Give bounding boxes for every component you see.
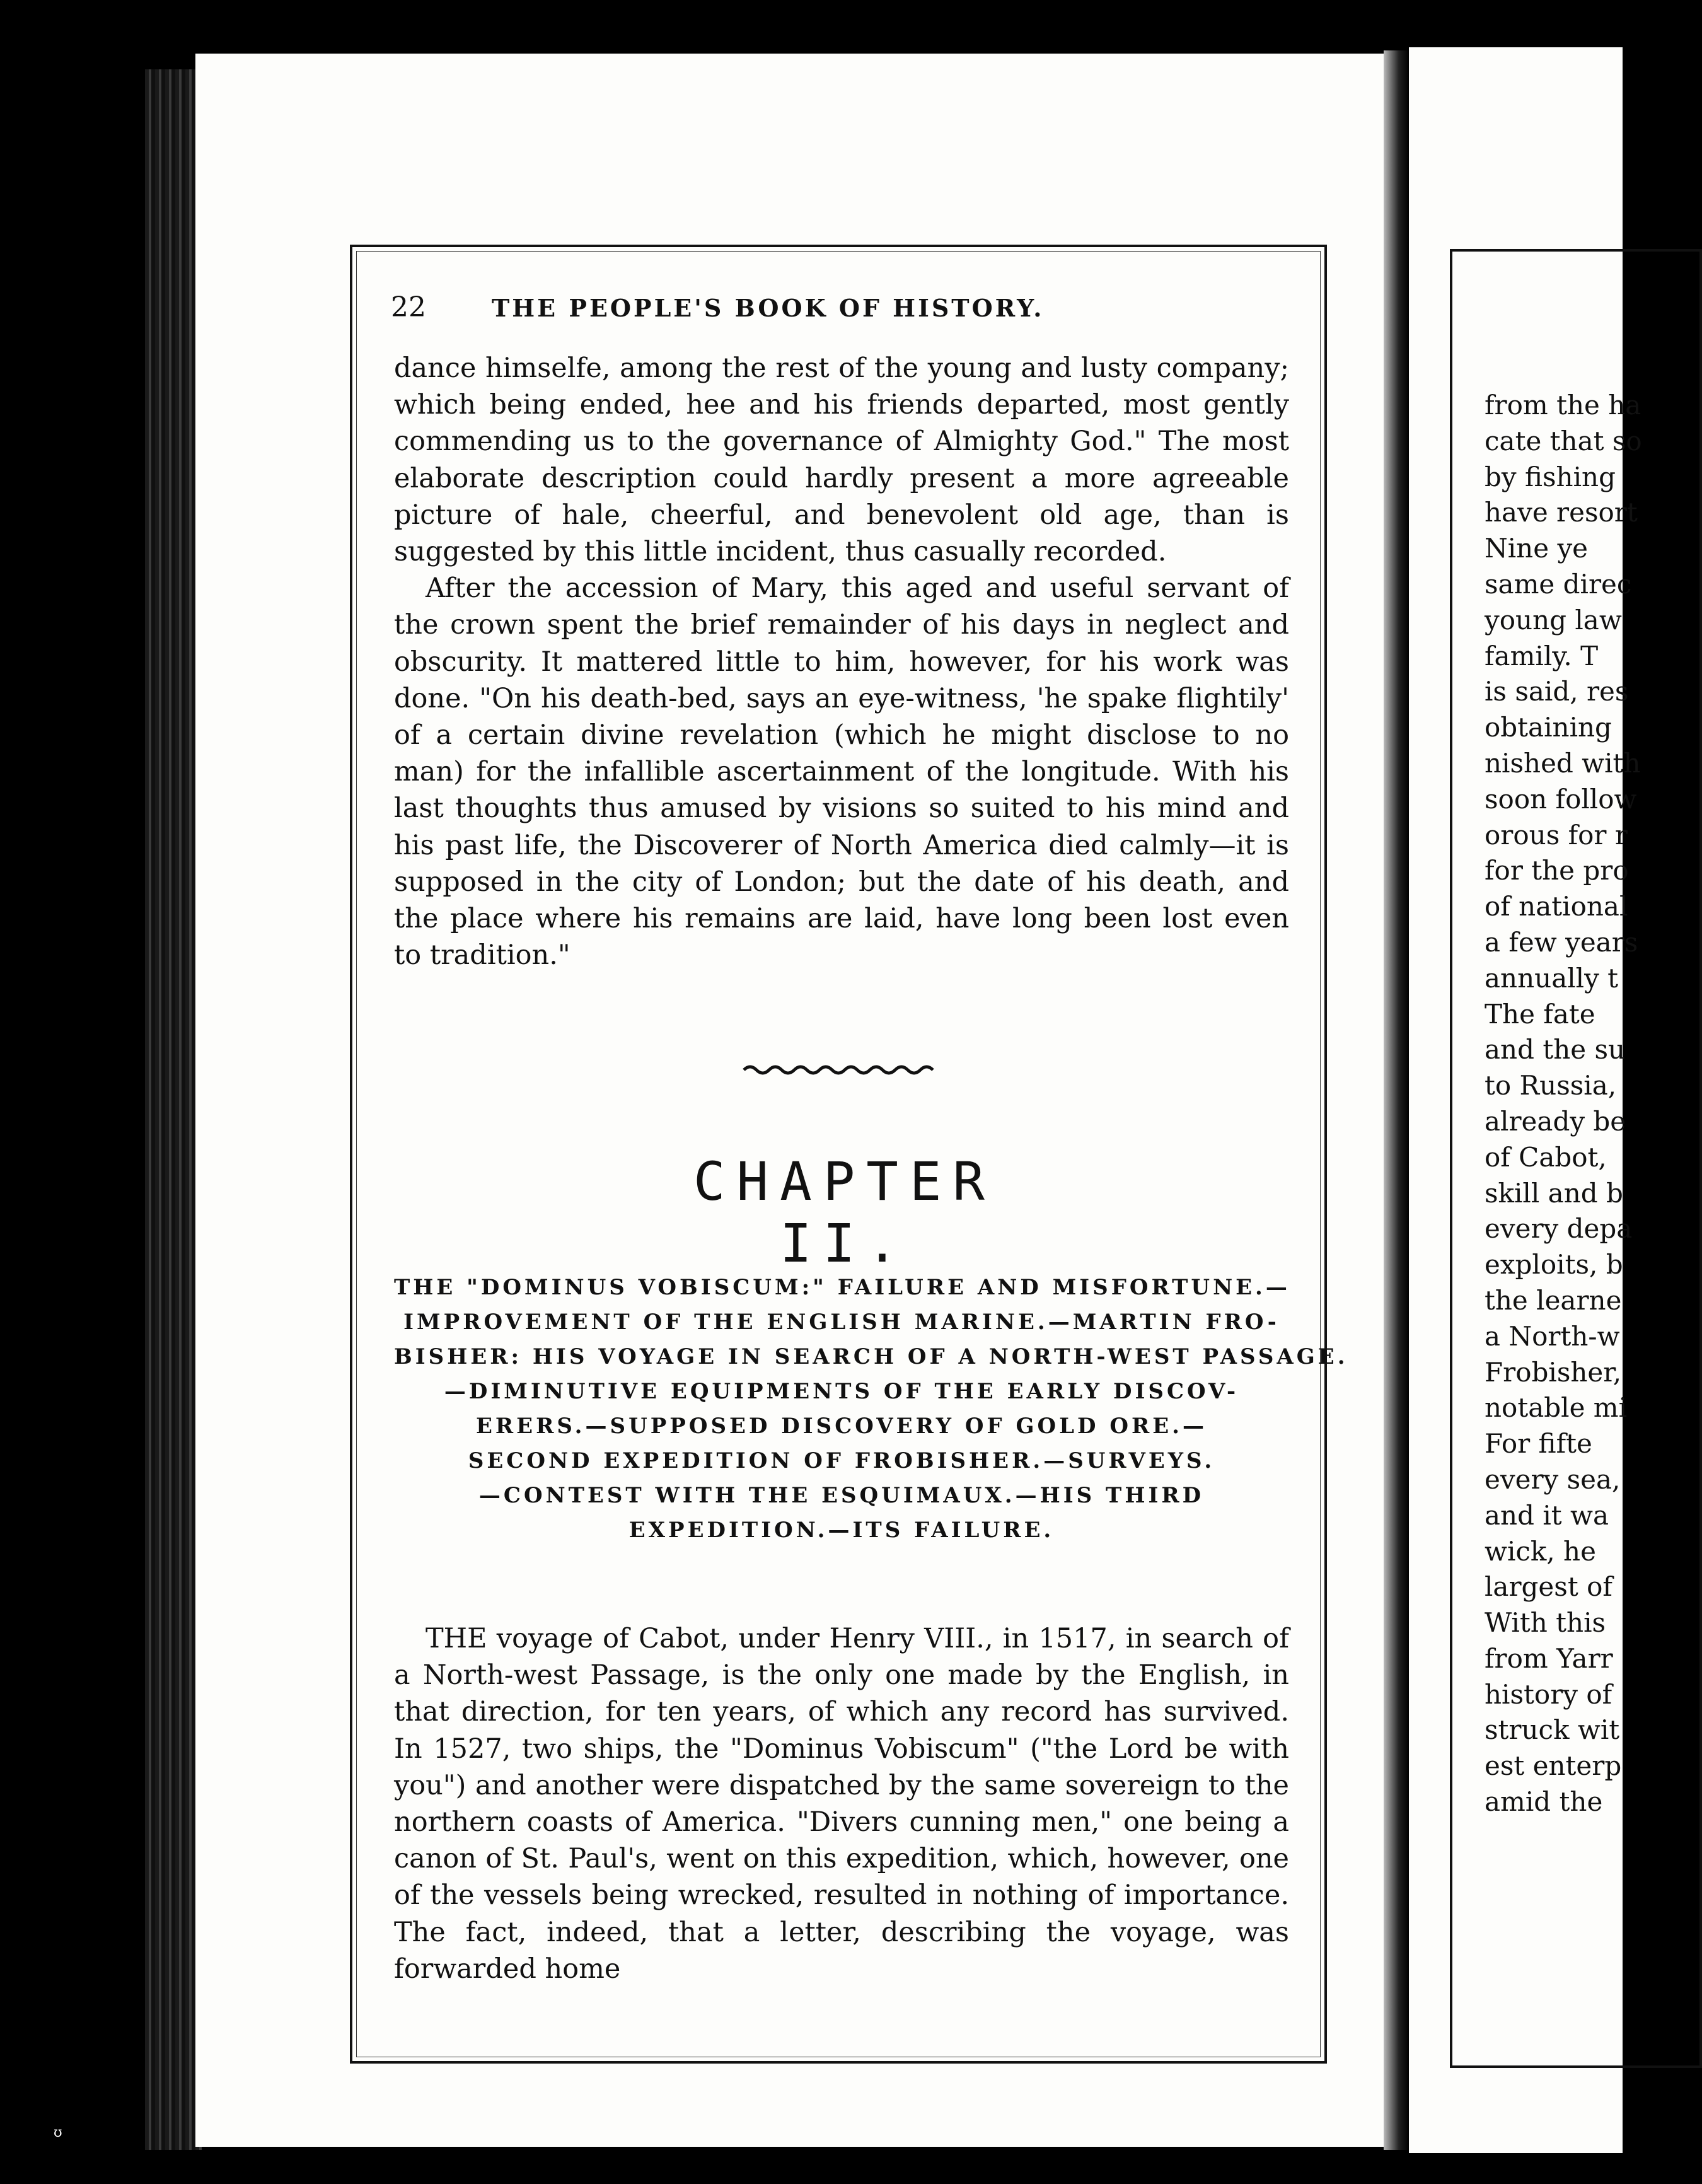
synopsis-line: IMPROVEMENT OF THE ENGLISH MARINE.—MARTIN FRO- bbox=[403, 1310, 1280, 1335]
scanner-corner-mark: ʊ bbox=[54, 2125, 62, 2140]
right-page-line: skill and b bbox=[1485, 1177, 1623, 1209]
right-page-line: nished with bbox=[1485, 747, 1641, 779]
right-page-line: est enterp bbox=[1485, 1750, 1622, 1782]
right-page-line: is said, res bbox=[1485, 676, 1629, 707]
running-head bbox=[391, 291, 1286, 329]
paragraph-cabot-death: After the accession of Mary, this aged and useful servant of the crown spent the brief remainder of his days in neglect and obscurity. It mattered little to him, however, for his work was done. "On his death-bed, says an eye-witness, 'he spake flightily' of a certain divine revelation (which he might disclose to no man) for the infallible ascertainment of the longitude. With his last thoughts thus amused by visions so suited to his mind and his past life, the Discoverer of North America died calmly—it is supposed in the city of London; but the date of his death, and the place where his remains are laid, have long been lost even to tradition." bbox=[394, 572, 1289, 972]
right-page-line: from the ha bbox=[1485, 390, 1641, 421]
right-page-line: For fifte bbox=[1485, 1428, 1592, 1460]
right-page-line: already be bbox=[1485, 1105, 1626, 1137]
right-page-line: of national bbox=[1485, 891, 1628, 922]
right-page-text-fragments bbox=[1485, 388, 1642, 1820]
right-page-line: every sea, bbox=[1485, 1463, 1621, 1495]
right-page-line: largest of bbox=[1485, 1571, 1612, 1603]
right-page-line: every depa bbox=[1485, 1213, 1633, 1245]
synopsis-line: BISHER: HIS VOYAGE IN SEARCH OF A NORTH-WEST PASSAGE. bbox=[394, 1344, 1348, 1369]
ornamental-divider bbox=[744, 1062, 933, 1077]
book-binding bbox=[145, 69, 202, 2150]
right-page-line: history of bbox=[1485, 1678, 1612, 1710]
page-number: 22 bbox=[391, 291, 426, 323]
right-page-line: soon follow bbox=[1485, 783, 1637, 815]
right-page-line: amid the bbox=[1485, 1786, 1603, 1818]
right-page-line: by fishing bbox=[1485, 461, 1616, 492]
right-page-line: have resort bbox=[1485, 497, 1638, 528]
right-page-line: obtaining bbox=[1485, 712, 1612, 743]
right-page-line: of Cabot, bbox=[1485, 1141, 1607, 1173]
right-page-line: a few years bbox=[1485, 926, 1638, 958]
synopsis-line: THE "DOMINUS VOBISCUM:" FAILURE AND MISFORTUNE.— bbox=[394, 1275, 1290, 1300]
right-page-line: exploits, b bbox=[1485, 1249, 1623, 1281]
top-text-block bbox=[394, 350, 1289, 973]
right-page-line: struck wit bbox=[1485, 1714, 1620, 1746]
synopsis-line: EXPEDITION.—ITS FAILURE. bbox=[628, 1518, 1055, 1543]
right-page-line: for the pro bbox=[1485, 855, 1629, 886]
synopsis-line: ERERS.—SUPPOSED DISCOVERY OF GOLD ORE.— bbox=[476, 1414, 1207, 1439]
right-page-line: annually t bbox=[1485, 962, 1619, 994]
synopsis-line: —DIMINUTIVE EQUIPMENTS OF THE EARLY DISCOV- bbox=[444, 1379, 1239, 1404]
right-page-line: a North-w bbox=[1485, 1320, 1620, 1352]
right-page-line: The fate bbox=[1485, 998, 1595, 1030]
chapter-synopsis bbox=[394, 1270, 1348, 1548]
right-page-line: Nine ye bbox=[1485, 533, 1589, 564]
right-page-line: and the su bbox=[1485, 1034, 1626, 1066]
paragraph-cabot-voyage: THE voyage of Cabot, under Henry VIII., in 1517, in search of a North-west Passage, is the only one made by the English, in that direction, for ten years, of which any record has survived. In 1527, two ships, the "Dominus Vobiscum" ("the Lord be with you") and another were dispatched by the same sovereign to the northern coasts of America. "Divers cunning men," one being a canon of St. Paul's, went on this expedition, which, however, one of the vessels being wrecked, resulted in nothing of importance. The fact, indeed, that a letter, describing the voyage, was forwarded home bbox=[394, 1623, 1289, 1985]
right-page-line: to Russia, bbox=[1485, 1070, 1617, 1101]
right-page-line: young law bbox=[1485, 604, 1622, 636]
bottom-text-block bbox=[394, 1620, 1289, 1987]
right-page-line: cate that so bbox=[1485, 425, 1642, 456]
right-page-line: same direc bbox=[1485, 568, 1632, 600]
synopsis-line: SECOND EXPEDITION OF FROBISHER.—SURVEYS. bbox=[468, 1448, 1215, 1473]
right-page-line: wick, he bbox=[1485, 1535, 1596, 1567]
right-page-line: family. T bbox=[1485, 640, 1599, 671]
right-page-line: Frobisher, bbox=[1485, 1356, 1622, 1388]
right-page bbox=[1409, 47, 1642, 2153]
synopsis-line: —CONTEST WITH THE ESQUIMAUX.—HIS THIRD bbox=[478, 1483, 1205, 1508]
page-gutter-shadow bbox=[1384, 50, 1409, 2150]
right-page-line: from Yarr bbox=[1485, 1642, 1613, 1674]
right-page-line: With this bbox=[1485, 1607, 1606, 1639]
right-page-line: and it wa bbox=[1485, 1499, 1609, 1531]
right-page-line: the learne bbox=[1485, 1284, 1622, 1316]
paragraph-cabot-farewell: dance himselfe, among the rest of the young and lusty company; which being ended, hee and his friends departed, most gently commending us to the governance of Almighty God." The most elaborate description could hardly present a more agreeable picture of hale, cheerful, and benevolent old age, than is suggested by this little incident, thus casually recorded. bbox=[394, 352, 1289, 568]
chapter-title: CHAPTER II. bbox=[693, 1151, 996, 1274]
right-page-line: notable mi bbox=[1485, 1392, 1628, 1424]
right-page-line: orous for r bbox=[1485, 819, 1628, 851]
running-head-title: THE PEOPLE'S BOOK OF HISTORY. bbox=[492, 294, 1045, 322]
